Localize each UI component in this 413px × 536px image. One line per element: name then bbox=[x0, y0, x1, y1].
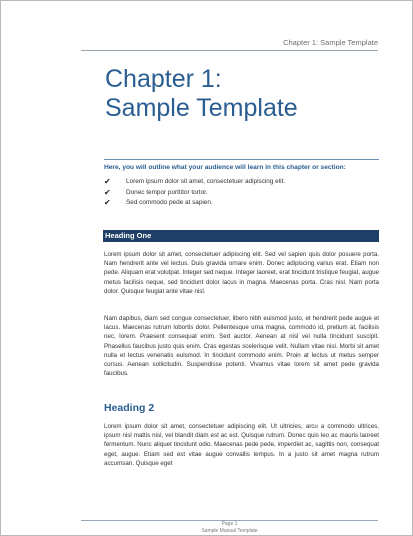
body-paragraph-1: Lorem ipsum dolor sit amet, consectetuer adipiscing elit. Sed vel sapien quis dolor posuere porta. Nam hendrerit ante vel lectus. Duis gravida ornare enim. Donec adipiscing varius erat. Etiam non pede. Aliquam erat volutpat. Integer sed neque. Integer laoreet, erat tincidunt tristique feugiat, augue metus facilisis neque, sed tincidunt dolor lacus in magna. Maecenas porta. Cras nisl. Nam porta dolor. Quisque feugiat ante vitae nisl. bbox=[104, 251, 379, 295]
list-item-text: Donec tempor porttitor tortor. bbox=[126, 188, 208, 196]
checkmark-icon: ✔ bbox=[104, 177, 111, 186]
intro-block bbox=[104, 159, 379, 209]
list-item-text: Lorem ipsum dolor sit amet, consectetuer adipiscing elit. bbox=[126, 178, 286, 185]
heading-two: Heading 2 bbox=[104, 402, 155, 414]
body-paragraph-2: Nam dapibus, diam sed congue consectetuer, libero nibh euismod justo, et hendrerit pede augue et lacus. Maecenas rutrum lobortis dolor. Pellentesque urna magna, commodo id, pretium at, facilisis nec, lorem. Praesent consequat enim. Sed auctor. Aenean at nisl vel nulla tincidunt suscipit. Phasellus faucibus justo quis enim. Cras egestas scelerisque velit. Nullam vitae nisl. Morbi sit amet nulla et lectus venenatis euismod. In tincidunt commodo enim. Proin at lectus ut metus semper cursus. Aenean sollicitudin. Suspendisse potenti. Vivamus vitae lorem sit amet pede gravida faucibus. bbox=[104, 315, 379, 378]
footer-title: Sample Manual Template bbox=[201, 527, 258, 534]
chapter-title-line-1: Chapter 1: bbox=[105, 65, 222, 93]
checkmark-icon: ✔ bbox=[104, 198, 111, 207]
chapter-title bbox=[105, 65, 385, 123]
list-item bbox=[104, 198, 379, 209]
bullet-list bbox=[104, 177, 379, 209]
heading-one: Heading One bbox=[103, 230, 379, 242]
page-number: Page 1 bbox=[221, 521, 238, 527]
page-footer bbox=[81, 521, 378, 534]
chapter-title-line-2: Sample Template bbox=[105, 94, 298, 122]
intro-text: Here, you will outline what your audience will learn in this chapter or section: bbox=[104, 164, 346, 171]
list-item bbox=[104, 188, 379, 199]
list-item bbox=[104, 177, 379, 188]
running-header: Chapter 1: Sample Template bbox=[81, 38, 378, 51]
list-item-text: Sed commodo pede at sapien. bbox=[126, 199, 213, 206]
checkmark-icon: ✔ bbox=[104, 187, 111, 197]
body-paragraph-3: Lorem ipsum dolor sit amet, consectetuer adipiscing elit. Ut ultricies, arcu a commodo ultrices, ipsum nisl mattis nisl, vel blandit diam est ac est. Quisque rutrum. Donec quis leo ac mauris laoreet fermentum. Nunc aliquet tincidunt odio. Maecenas pede pede, imperdiet ac, sagittis non, consequat eget, augue. Etiam sed est vitae augue convallis tempus. In a justo sit amet magna rutrum accumsan. Quisque eget bbox=[104, 423, 379, 467]
